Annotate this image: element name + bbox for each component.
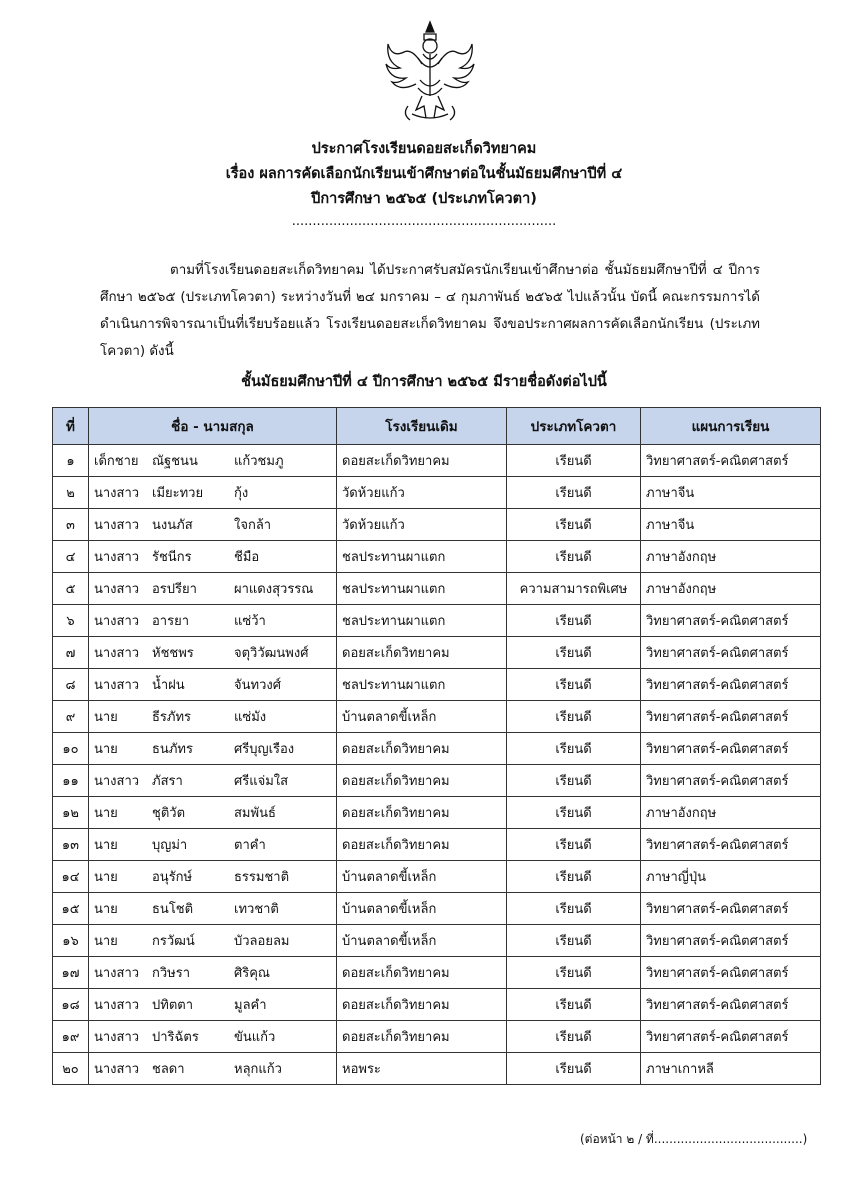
announcement-title: ประกาศโรงเรียนดอยสะเก็ดวิทยาคม — [311, 141, 537, 157]
announcement-header — [0, 137, 848, 232]
cell-school: ดอยสะเก็ดวิทยาคม — [337, 637, 507, 669]
table-row — [53, 605, 821, 637]
cell-no: ๑๖ — [53, 925, 89, 957]
table-row — [53, 797, 821, 829]
table-row — [53, 637, 821, 669]
name-title: นางสาว — [94, 646, 140, 661]
table-row — [53, 957, 821, 989]
cell-quota-type: เรียนดี — [507, 701, 641, 733]
cell-quota-type: เรียนดี — [507, 1021, 641, 1053]
cell-school: ดอยสะเก็ดวิทยาคม — [337, 733, 507, 765]
cell-quota-type: เรียนดี — [507, 445, 641, 477]
cell-no: ๑๓ — [53, 829, 89, 861]
cell-no: ๑๒ — [53, 797, 89, 829]
cell-quota-type: เรียนดี — [507, 605, 641, 637]
table-row — [53, 669, 821, 701]
body-paragraph: ตามที่โรงเรียนดอยสะเก็ดวิทยาคม ได้ประกาศรับสมัครนักเรียนเข้าศึกษาต่อ ชั้นมัธยมศึกษาปีที่ ๔ ปีการศึกษา ๒๕๖๕ (ประเภทโควตา) ระหว่างวันที่ ๒๔ มกราคม – ๔ กุมภาพันธ์ ๒๕๖๕ ไปแล้วนั้น บัดนี้ คณะกรรมการได้ดำเนินการพิจารณาเป็นที่เรียบร้อยแล้ว โรงเรียนดอยสะเก็ดวิทยาคม จึงขอประกาศผลการคัดเลือกนักเรียน (ประเภทโควตา) ดังนี้ — [100, 263, 760, 359]
header-school: โรงเรียนเดิม — [337, 408, 507, 445]
name-title: นาย — [94, 710, 118, 725]
cell-no: ๔ — [53, 541, 89, 573]
cell-school: ชลประทานผาแตก — [337, 605, 507, 637]
cell-name — [89, 925, 337, 957]
cell-study-plan: วิทยาศาสตร์-คณิตศาสตร์ — [641, 445, 821, 477]
cell-quota-type: เรียนดี — [507, 733, 641, 765]
table-row — [53, 445, 821, 477]
cell-name — [89, 637, 337, 669]
cell-name — [89, 957, 337, 989]
header-no: ที่ — [53, 408, 89, 445]
last-name: บัวลอยลม — [234, 934, 290, 949]
cell-no: ๑๗ — [53, 957, 89, 989]
table-row — [53, 1053, 821, 1085]
cell-no: ๑๙ — [53, 1021, 89, 1053]
first-name: อนุรักษ์ — [152, 870, 193, 885]
cell-quota-type: เรียนดี — [507, 669, 641, 701]
first-name: อรปรียา — [152, 582, 197, 597]
header-study-plan: แผนการเรียน — [641, 408, 821, 445]
table-row — [53, 509, 821, 541]
cell-school: ดอยสะเก็ดวิทยาคม — [337, 1021, 507, 1053]
cell-school: ชลประทานผาแตก — [337, 669, 507, 701]
first-name: รัชนีกร — [152, 550, 192, 565]
last-name: จตุวิวัฒนพงศ์ — [234, 646, 309, 661]
first-name: ธนโชติ — [152, 902, 194, 917]
continued-note: (ต่อหน้า ๒ / ที่.......................................) — [580, 1132, 808, 1146]
cell-quota-type: เรียนดี — [507, 509, 641, 541]
cell-study-plan: วิทยาศาสตร์-คณิตศาสตร์ — [641, 1021, 821, 1053]
cell-quota-type: เรียนดี — [507, 1053, 641, 1085]
cell-school: ดอยสะเก็ดวิทยาคม — [337, 445, 507, 477]
list-subheading: ชั้นมัธยมศึกษาปีที่ ๔ ปีการศึกษา ๒๕๖๕ มีรายชื่อดังต่อไปนี้ — [241, 374, 607, 390]
cell-study-plan: วิทยาศาสตร์-คณิตศาสตร์ — [641, 957, 821, 989]
cell-name — [89, 477, 337, 509]
name-title: นางสาว — [94, 678, 140, 693]
table-row — [53, 765, 821, 797]
cell-name — [89, 765, 337, 797]
last-name: ตาคำ — [234, 838, 266, 853]
cell-no: ๓ — [53, 509, 89, 541]
table-row — [53, 477, 821, 509]
last-name: ศิริคุณ — [234, 966, 270, 981]
last-name: แซ่มัง — [234, 710, 267, 725]
last-name: สมพันธ์ — [234, 806, 276, 821]
name-title: นางสาว — [94, 582, 140, 597]
first-name: ปาริฉัตร — [152, 1030, 199, 1045]
last-name: ชีมือ — [234, 550, 260, 565]
cell-school: บ้านตลาดขี้เหล็ก — [337, 701, 507, 733]
name-title: นางสาว — [94, 966, 140, 981]
first-name: ชุติวัต — [152, 806, 186, 821]
header-name: ชื่อ - นามสกุล — [89, 408, 337, 445]
cell-quota-type: เรียนดี — [507, 765, 641, 797]
first-name: กรวัฒน์ — [152, 934, 195, 949]
cell-no: ๒๐ — [53, 1053, 89, 1085]
cell-school: ดอยสะเก็ดวิทยาคม — [337, 797, 507, 829]
cell-quota-type: เรียนดี — [507, 925, 641, 957]
table-row — [53, 925, 821, 957]
table-row — [53, 829, 821, 861]
cell-quota-type: เรียนดี — [507, 893, 641, 925]
first-name: น้ำฝน — [152, 678, 185, 693]
last-name: ขันแก้ว — [234, 1030, 276, 1045]
last-name: ใจกล้า — [234, 518, 272, 533]
cell-no: ๕ — [53, 573, 89, 605]
cell-no: ๗ — [53, 637, 89, 669]
last-name: กุ้ง — [234, 486, 249, 501]
cell-quota-type: เรียนดี — [507, 477, 641, 509]
cell-study-plan: วิทยาศาสตร์-คณิตศาสตร์ — [641, 829, 821, 861]
table-row — [53, 541, 821, 573]
cell-school: ดอยสะเก็ดวิทยาคม — [337, 829, 507, 861]
name-title: นางสาว — [94, 486, 140, 501]
first-name: ธีรภัทร — [152, 710, 192, 725]
cell-name — [89, 605, 337, 637]
cell-study-plan: วิทยาศาสตร์-คณิตศาสตร์ — [641, 733, 821, 765]
cell-quota-type: เรียนดี — [507, 541, 641, 573]
first-name: อารยา — [152, 614, 190, 629]
name-title: เด็กชาย — [94, 454, 139, 469]
cell-name — [89, 1053, 337, 1085]
name-title: นางสาว — [94, 614, 140, 629]
cell-name — [89, 509, 337, 541]
cell-quota-type: เรียนดี — [507, 829, 641, 861]
name-title: นางสาว — [94, 1030, 140, 1045]
name-title: นาย — [94, 742, 118, 757]
table-row — [53, 701, 821, 733]
last-name: ธรรมชาติ — [234, 870, 290, 885]
cell-study-plan: ภาษาจีน — [641, 509, 821, 541]
cell-school: บ้านตลาดขี้เหล็ก — [337, 893, 507, 925]
cell-study-plan: วิทยาศาสตร์-คณิตศาสตร์ — [641, 893, 821, 925]
name-title: นาย — [94, 934, 118, 949]
cell-study-plan: วิทยาศาสตร์-คณิตศาสตร์ — [641, 989, 821, 1021]
divider: ................................................................ — [291, 214, 557, 229]
last-name: เทวชาติ — [234, 902, 279, 917]
last-name: ศรีแจ่มใส — [234, 774, 289, 789]
cell-name — [89, 893, 337, 925]
cell-quota-type: เรียนดี — [507, 637, 641, 669]
cell-name — [89, 573, 337, 605]
first-name: ณัฐชนน — [152, 454, 198, 469]
cell-school: ดอยสะเก็ดวิทยาคม — [337, 765, 507, 797]
cell-quota-type: เรียนดี — [507, 797, 641, 829]
cell-quota-type: เรียนดี — [507, 861, 641, 893]
cell-study-plan: วิทยาศาสตร์-คณิตศาสตร์ — [641, 637, 821, 669]
cell-school: วัดห้วยแก้ว — [337, 477, 507, 509]
first-name: ภัสรา — [152, 774, 183, 789]
first-name: เมียะทวย — [152, 486, 204, 501]
first-name: กวิษรา — [152, 966, 191, 981]
cell-name — [89, 445, 337, 477]
announcement-year: ปีการศึกษา ๒๕๖๕ (ประเภทโควตา) — [311, 191, 537, 207]
cell-quota-type: ความสามารถพิเศษ — [507, 573, 641, 605]
cell-study-plan: ภาษาเกาหลี — [641, 1053, 821, 1085]
name-title: นางสาว — [94, 550, 140, 565]
table-row — [53, 861, 821, 893]
cell-study-plan: ภาษาอังกฤษ — [641, 573, 821, 605]
cell-study-plan: วิทยาศาสตร์-คณิตศาสตร์ — [641, 925, 821, 957]
first-name: ชลดา — [152, 1062, 185, 1077]
table-header-row — [53, 408, 821, 445]
cell-no: ๑๑ — [53, 765, 89, 797]
first-name: นงนภัส — [152, 518, 193, 533]
name-title: นางสาว — [94, 518, 140, 533]
last-name: หลุกแก้ว — [234, 1062, 282, 1077]
cell-name — [89, 829, 337, 861]
last-name: แก้วชมภู — [234, 454, 284, 469]
cell-no: ๑๔ — [53, 861, 89, 893]
table-row — [53, 733, 821, 765]
student-table — [52, 407, 821, 1085]
last-name: จันทวงศ์ — [234, 678, 281, 693]
table-row — [53, 893, 821, 925]
cell-no: ๑๐ — [53, 733, 89, 765]
cell-no: ๑๘ — [53, 989, 89, 1021]
cell-school: ดอยสะเก็ดวิทยาคม — [337, 989, 507, 1021]
cell-no: ๑ — [53, 445, 89, 477]
cell-quota-type: เรียนดี — [507, 989, 641, 1021]
cell-school: บ้านตลาดขี้เหล็ก — [337, 925, 507, 957]
first-name: ปทิตตา — [152, 998, 194, 1013]
cell-name — [89, 669, 337, 701]
cell-school: ชลประทานผาแตก — [337, 541, 507, 573]
cell-no: ๖ — [53, 605, 89, 637]
cell-school: ชลประทานผาแตก — [337, 573, 507, 605]
cell-study-plan: วิทยาศาสตร์-คณิตศาสตร์ — [641, 669, 821, 701]
name-title: นาย — [94, 870, 118, 885]
first-name: บุญม่า — [152, 838, 188, 853]
name-title: นาย — [94, 838, 118, 853]
garuda-emblem-icon — [382, 18, 478, 126]
last-name: ศรีบุญเรือง — [234, 742, 295, 757]
cell-school: บ้านตลาดขี้เหล็ก — [337, 861, 507, 893]
cell-name — [89, 861, 337, 893]
cell-name — [89, 797, 337, 829]
name-title: นางสาว — [94, 998, 140, 1013]
cell-name — [89, 1021, 337, 1053]
last-name: แซ่ว้า — [234, 614, 266, 629]
table-body — [53, 445, 821, 1085]
cell-no: ๒ — [53, 477, 89, 509]
name-title: นาย — [94, 806, 118, 821]
table-row — [53, 573, 821, 605]
cell-no: ๑๕ — [53, 893, 89, 925]
cell-name — [89, 701, 337, 733]
announcement-subject: เรื่อง ผลการคัดเลือกนักเรียนเข้าศึกษาต่อในชั้นมัธยมศึกษาปีที่ ๔ — [225, 166, 623, 182]
table-row — [53, 989, 821, 1021]
cell-study-plan: วิทยาศาสตร์-คณิตศาสตร์ — [641, 701, 821, 733]
cell-study-plan: ภาษาญี่ปุ่น — [641, 861, 821, 893]
first-name: ธนภัทร — [152, 742, 193, 757]
last-name: มูลคำ — [234, 998, 267, 1013]
cell-school: วัดห้วยแก้ว — [337, 509, 507, 541]
cell-no: ๘ — [53, 669, 89, 701]
name-title: นางสาว — [94, 1062, 140, 1077]
table-row — [53, 1021, 821, 1053]
header-quota-type: ประเภทโควตา — [507, 408, 641, 445]
cell-study-plan: ภาษาจีน — [641, 477, 821, 509]
name-title: นางสาว — [94, 774, 140, 789]
announcement-body — [100, 257, 760, 365]
cell-school: ดอยสะเก็ดวิทยาคม — [337, 957, 507, 989]
last-name: ผาแดงสุวรรณ — [234, 582, 314, 597]
cell-name — [89, 541, 337, 573]
cell-name — [89, 989, 337, 1021]
first-name: หัชชพร — [152, 646, 194, 661]
cell-school: หอพระ — [337, 1053, 507, 1085]
name-title: นาย — [94, 902, 118, 917]
cell-study-plan: ภาษาอังกฤษ — [641, 797, 821, 829]
cell-study-plan: ภาษาอังกฤษ — [641, 541, 821, 573]
garuda-emblem — [382, 18, 478, 126]
cell-quota-type: เรียนดี — [507, 957, 641, 989]
cell-no: ๙ — [53, 701, 89, 733]
cell-study-plan: วิทยาศาสตร์-คณิตศาสตร์ — [641, 765, 821, 797]
cell-study-plan: วิทยาศาสตร์-คณิตศาสตร์ — [641, 605, 821, 637]
cell-name — [89, 733, 337, 765]
